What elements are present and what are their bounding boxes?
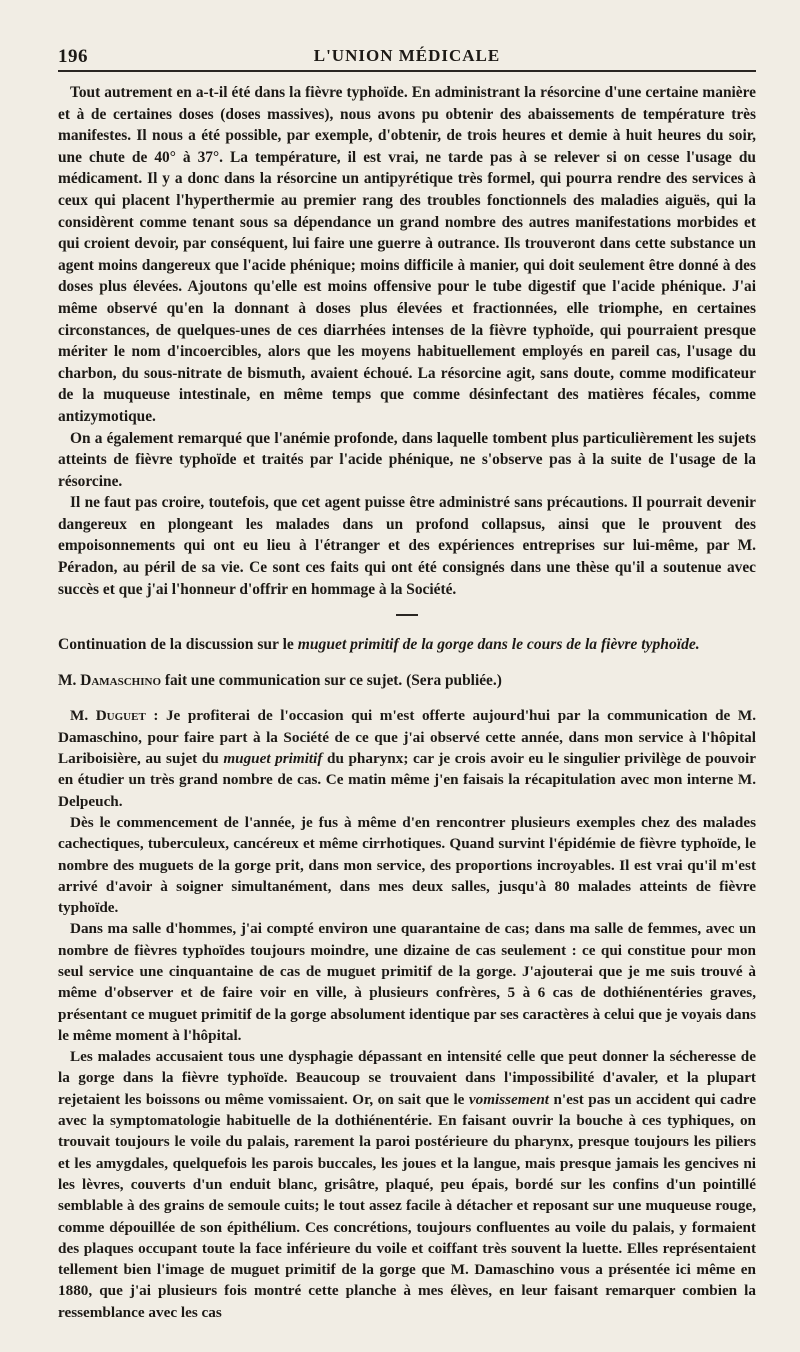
page-header [58,40,756,72]
duguet-text: du pharynx; car je crois avoir eu le singulier privilège de pouvoir en étudier un très grand nombre de cas. Ce matin même j'en faisais la récapitulation avec mon interne M. Delpeuch. [58,750,757,810]
body-paragraph: On a également remarqué que l'anémie profonde, dans laquelle tombent plus particulièrement les sujets atteints de fièvre typhoïde et traités par l'acide phénique, ne s'observe pas à la suite de l'usage de la résorcine. [58,429,756,490]
section-title-italic: muguet primitif de la gorge dans le cours de la fièvre typhoïde. [297,636,700,654]
paragraph-italic: vomissement [468,1090,550,1108]
body-paragraph: Dès le commencement de l'année, je fus à même d'en rencontrer plusieurs exemples chez des malades cachectiques, tuberculeux, cancéreux et même cirrhotiques. Quand survint l'épidémie de fièvre typhoïde, le nombre des muguets de la gorge prit, dans mon service, des proportions incroyables. Il est vrai qu'il m'est arrivé d'avoir à soigner simultanément, dans mes deux salles, jusqu'à 80 malades atteints de fièvre typhoïde. [58,813,756,917]
page-number: 196 [58,46,88,67]
duguet-section [58,705,756,1323]
speaker-name: M. Damaschino [58,671,162,689]
paragraph-text: Les malades accusaient tous une dysphagie dépassant en intensité celle que peut donner la sécheresse de la gorge dans la fièvre typhoïde. Beaucoup se trouvaient dans l'impossibilité d'avaler, et la plupart rejetaient les boissons ou même vomissaient. Or, on sait que le [58,1048,756,1108]
duguet-text: : Je profiterai de l'occasion qui m'est offerte aujourd'hui par la communication de M. Damaschino, pour faire part à la Société de ce que j'ai observé cette année, dans mon service à l'hôpital Lariboisière, au sujet du [58,707,756,768]
duguet-paragraph [58,705,756,811]
paragraph-text: n'est pas un accident qui cadre avec la symptomatologie habituelle de la dothiénentérie. En faisant ouvrir la bouche à ces typhiques, on trouvait toujours le voile du palais, rarement la paroi postérieure du pharynx, presque toujours les piliers et les amygdales, quelquefois les parois buccales, les joues et la langue, mais presque jamais les gencives ni les lèvres, couverts d'un enduit blanc, grisâtre, plaqué, peu épais, bordé sur les confins d'un pointillé semblable à des grains de semoule cuits; le tout assez facile à détacher et reposant sur une muqueuse rouge, comme dépouillée de son épithélium. Ces concrétions, toujours confluentes au voile du palais, y formaient des plaques occupant toute la face inférieure du voile et coiffant très souvent la luette. Elles représentaient tellement bien l'image de muguet primitif de la gorge que M. Damaschino vous a présentée ici même en 1880, que j'ai plusieurs fois montré cette planche à mes élèves, en leur faisant remarquer combien la ressemblance avec les cas [58,1090,756,1321]
body-paragraph: Il ne faut pas croire, toutefois, que cet agent puisse être administré sans précautions. Il pourrait devenir dangereux en plongeant les malades dans un profond collapsus, ainsi que le prouvent des empoisonnements qui ont eu lieu à l'étranger et des expériences entreprises sur lui-même, par M. Péradon, au péril de sa vie. Ce sont ces faits qui ont été consignés dans une thèse qu'il a soutenue avec succès et que j'ai l'honneur d'offrir en hommage à la Société. [58,494,756,598]
running-title: L'UNION MÉDICALE [313,46,501,65]
section-title [58,634,756,656]
damaschino-text: fait une communication sur ce sujet. (Sera publiée.) [161,671,502,689]
damaschino-paragraph [58,670,756,692]
body-paragraph [58,1046,756,1323]
section-separator [396,614,418,616]
speaker-name: M. Duguet [70,707,146,725]
body-paragraph: Dans ma salle d'hommes, j'ai compté environ une quarantaine de cas; dans ma salle de femmes, avec un nombre de fièvres typhoïdes toujours moindre, une dizaine de cas seulement : ce qui constitue pour mon seul service une cinquantaine de cas de muguet primitif de la gorge. J'ajouterai que je me suis trouvé à même d'observer et de faire voir en ville, à plusieurs confrères, 5 à 6 cas de dothiénentéries graves, présentant ce muguet primitif de la gorge absolument identique par ses caractères à celui que je voyais dans le même moment à l'hôpital. [58,920,756,1044]
body-paragraph: Tout autrement en a-t-il été dans la fièvre typhoïde. En administrant la résorcine d'une certaine manière et à de certaines doses (doses massives), nous avons pu obtenir des abaissements de température très manifestes. Il nous a été possible, par exemple, d'obtenir, de trois heures et demie à huit heures du soir, une chute de 40° à 37°. La température, il est vrai, ne tarde pas à se relever si on cesse l'usage du médicament. Il y a donc dans la résorcine un antipyrétique très formel, qui pourra rendre des services à ceux qui placent l'hyperthermie au premier rang des troubles fonctionnels des maladies aiguës, qui la considèrent comme tenant sous sa dépendance un grand nombre des autres manifestations morbides et qui croient devoir, par conséquent, lui faire une guerre à outrance. Ils trouveront dans cette substance un agent moins dangereux que l'acide phénique; moins difficile à manier, qui doit seulement être donné à des doses plus élevées. Ajoutons qu'elle est moins offensive pour le tube digestif que l'acide phénique. J'ai même observé qu'en la donnant à doses plus élevées et fractionnées, elle triomphe, en certaines circonstances, de quelques-unes de ces diarrhées intenses de la fièvre typhoïde, qui pourraient presque mériter le nom d'incoercibles, alors que les moyens habituellement employés en pareil cas, l'usage du charbon, du sous-nitrate de bismuth, avaient échoué. La résorcine agit, sans doute, comme modificateur de la muqueuse intestinale, en même temps que comme désinfectant des matières fécales, comme antizymotique. [58,84,756,425]
section-title-text: Continuation de la discussion sur le [58,636,298,654]
duguet-italic: muguet primitif [223,750,323,768]
